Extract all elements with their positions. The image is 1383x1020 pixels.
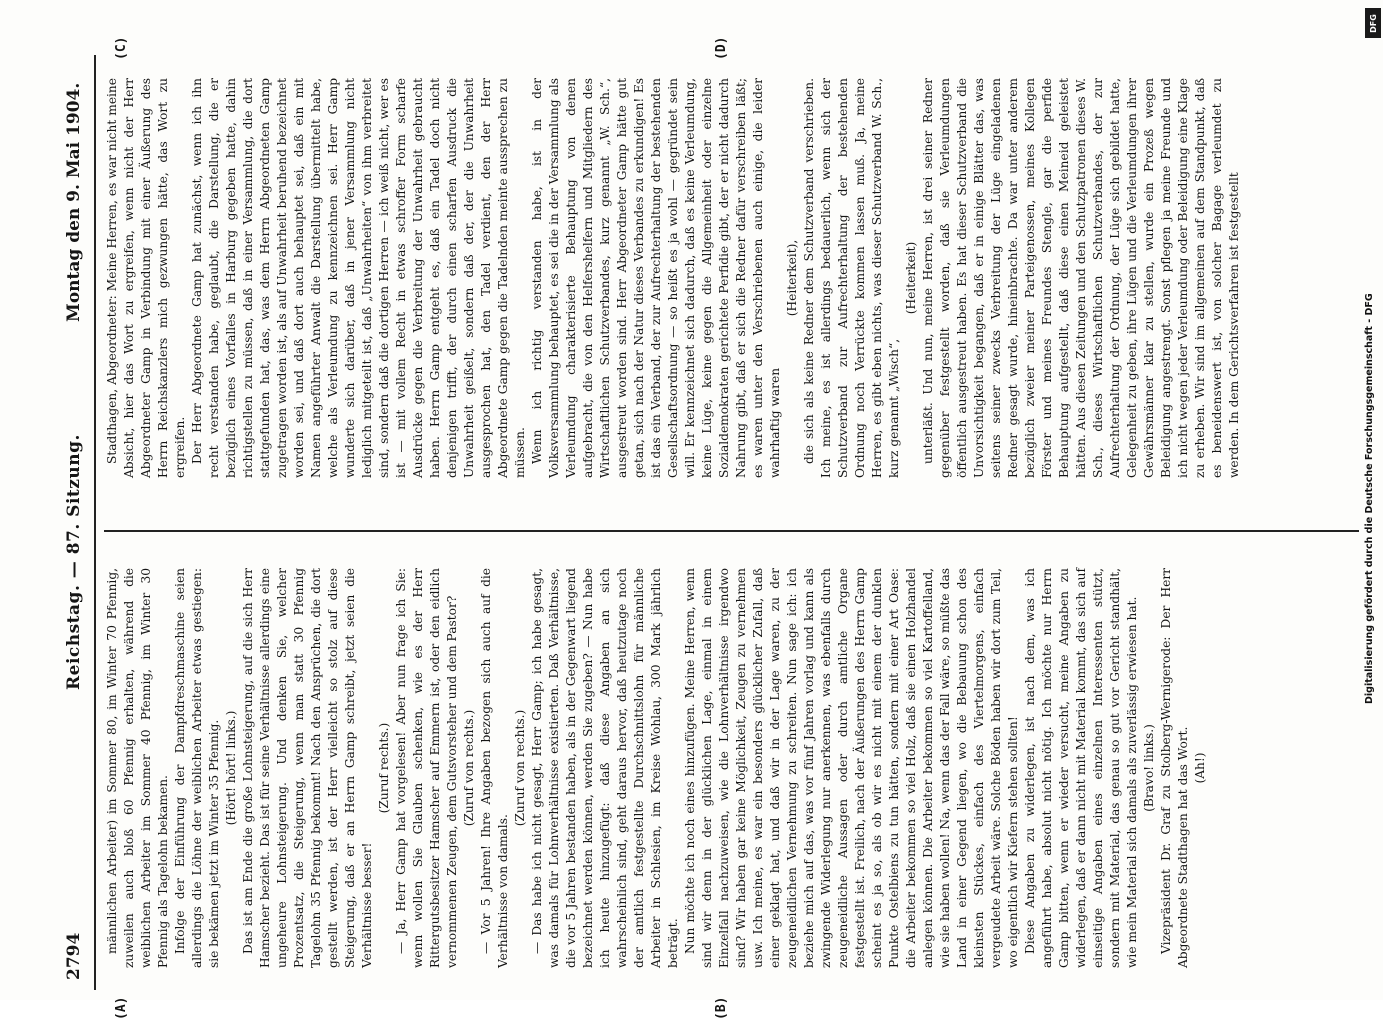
margin-marker-d: (D) bbox=[714, 36, 729, 60]
column-divider bbox=[104, 530, 1359, 532]
left-text-column bbox=[104, 568, 1349, 968]
right-column-paragraph: (Heiterkeit) bbox=[904, 241, 918, 315]
left-column-paragraph: (Ah!) bbox=[1193, 752, 1207, 784]
right-column-paragraph: (Heiterkeit), bbox=[785, 239, 799, 317]
left-column-paragraph: (Bravo! links.) bbox=[1142, 724, 1156, 812]
margin-marker-a: (A) bbox=[114, 996, 129, 1020]
left-column-paragraph: (Zuruf rechts.) bbox=[377, 722, 391, 814]
left-column-paragraph: männlichen Arbeiter) im Sommer 80, im Winter 70 Pfennig, zuweilen auch bloß 60 Pfennig erhalten, während die weiblichen Arbeiter im Sommer 40 Pfennig, im Winter 30 Pfennig als Tagelohn bekamen. bbox=[105, 568, 170, 968]
left-column-paragraph: Das ist am Ende die große Lohnsteigerung, auf die sich Herr Hamscher bezieht. Das ist für seine Verhältnisse allerdings eine ungeheure Lohnsteigerung. Und denken Sie, welcher Prozentsatz, die Steigerung, wenn man statt 30 Pfennig Tagelohn 35 Pfennig bekommt! Nach den Ansprüchen, die dort gestellt werden, ist der Herr vielleicht so stolz auf diese Steigerung, daß er an Herrn Gamp schreibt, jetzt seien die Verhältnisse besser! bbox=[241, 568, 374, 968]
left-column-paragraph: — Das habe ich nicht gesagt, Herr Gamp; ich habe gesagt, was damals für Lohnverhältnisse existierten. Daß Verhältnisse, die vor 5 Jahren bestanden haben, als in der Gegenwart liegend bezeichnet werden können, werden Sie zugeben? — Nun habe ich heute hinzugefügt: daß diese Angaben an sich wahrscheinlich sind, geht daraus hervor, daß heutzutage noch der amtlich festgestellte Durchschnittslohn für männliche Arbeiter in Schlesien, im Kreise Wohlau, 300 Mark jährlich beträgt. bbox=[530, 568, 680, 968]
right-column-paragraph: Wenn ich richtig verstanden habe, ist in der Volksversammlung behauptet, es sei die in der Versammlung als Verleumdung charakterisierte Behauptung von denen aufgebracht, die von den Helfershelfern und Mitgliedern des Wirtschaftlichen Schutzverbandes, kurz genannt „W. Sch.“, ausgestreut worden sind. Herr Abgeordneter Gamp hätte gut getan, sich nach der Natur dieses Verbandes zu erkundigen! Es ist das ein Verband, der zur Aufrechterhaltung der bestehenden Gesellschaftsordnung — so heißt es ja wohl — gegründet sein will. Er kennzeichnet sich dadurch, daß es keine Verleumdung, keine Lüge, keine gegen die Allgemeinheit oder einzelne Sozialdemokraten gerichtete Perfidie gibt, der er nicht dadurch Nahrung gibt, daß er sich die Redner dafür verschreiben läßt; es waren unter den Verschriebenen auch einige, die leider wahrhaftig waren bbox=[530, 78, 782, 478]
right-column-paragraph: unterläßt. Und nun, meine Herren, ist drei seiner Redner gegenüber festgestellt worden, daß sie Verleumdungen öffentlich ausgestreut haben. Es hat dieser Schutzverband die Unvorsichtigkeit begangen, daß er in einige Blätter das, was seitens seiner zwecks Verbreitung der Lüge eingeladenen Redner gesagt wurde, hineinbrachte. Da war unter anderem bezüglich zweier meiner Parteigenossen, meines Kollegen Förster und meines Freundes Stengle, gar die perfide Behauptung aufgestellt, daß diese einen Meineid geleistet hätten. Aus diesen Zeitungen und den Schutzpatronen dieses W. Sch., dieses Wirtschaftlichen Schutzverbandes, der zur Aufrechterhaltung der Ordnung, der Lüge sich gebildet hatte, Gelegenheit zu geben, ihre Lügen und die Verleumdungen ihrer Gewährsmänner klar zu stellen, wurde ein Prozeß wegen Beleidigung angestrengt. Sonst pflegen ja meine Freunde und ich nicht wegen jeder Verleumdung oder Beleidigung eine Klage zu erheben. Wir sind im allgemeinen auf dem Standpunkt, daß es beneidenswert ist, von solcher Bagage verleumdet zu werden. In dem Gerichtsverfahren ist festgestellt bbox=[921, 78, 1241, 478]
right-text-column bbox=[104, 78, 1349, 478]
left-column-paragraph: Diese Angaben zu widerlegen, ist nach dem, was ich angeführt habe, absolut nicht nötig. Ich möchte nur Herrn Gamp bitten, wenn er wieder versucht, meine Angaben zu widerlegen, daß er dann nicht mit Material kommt, das sich auf einseitige Angaben eines einzelnen Interessenten stützt, sondern mit Material, das genau so gut vor Gericht standhält, wie mein Material sich damals als zuverlässig erwiesen hat. bbox=[1023, 568, 1139, 968]
digitization-notice: Digitalisierung gefördert durch die Deutsche Forschungsgemeinschaft - DFG bbox=[1364, 293, 1375, 704]
session-title: Reichstag. — 87. Sitzung. bbox=[64, 434, 84, 690]
left-column-paragraph: Nun möchte ich noch eines hinzufügen. Meine Herren, wenn sind wir denn in der glücklichen Lage, einmal in einem Einzelfall nachzuweisen, wie die Lohnverhältnisse irgendwo sind? Wir haben gar keine Möglichkeit, Zeugen zu vernehmen usw. Ich meine, es war ein besonders glücklicher Zufall, daß einer geklagt hat, und daß wir in der Lage waren, zu der zeugeneidlichen Vernehmung zu schreiten. Nun sage ich: ich beziehe mich auf das, was vor fünf Jahren vorlag und kann als zwingende Widerlegung nur anerkennen, was ebenfalls durch zeugeneidliche Aussagen oder durch amtliche Organe festgestellt ist. Freilich, nach der Äußerungen des Herrn Gamp scheint es ja so, als ob wir es nicht mit einem der dunklen Punkte Ostelbiens zu tun hätten, sondern mit einer Art Oase: die Arbeiter bekommen so viel Holz, daß sie einen Holzhandel anlegen können. Die Arbeiter bekommen so viel Kartoffelland, wie sie haben wollen! Na, wenn das der Fall wäre, so müßte das Land in einer Gegend liegen, wo die Bebauung schon des kleinsten Stückes, einfach des Viertelmorgens, einfach vergeudete Arbeit wäre. Solche Böden haben wir dort zum Teil, wo eigentlich wir Kiefern stehen sollten! bbox=[683, 568, 1020, 968]
margin-marker-c: (C) bbox=[114, 36, 129, 60]
right-column-paragraph: Stadthagen, Abgeordneter: Meine Herren, es war nicht meine Absicht, hier das Wort zu ergreifen, wenn nicht der Herr Abgeordneter Gamp in Verbindung mit einer Äußerung des Herrn Reichskanzlers mich gezwungen hätte, das Wort zu ergreifen. bbox=[105, 78, 187, 478]
left-column-paragraph: — Vor 5 Jahren! Ihre Angaben bezogen sich auch auf die Verhältnisse von damals. bbox=[479, 568, 510, 968]
margin-marker-b: (B) bbox=[714, 996, 729, 1020]
left-column-paragraph: — Ja, Herr Gamp hat vorgelesen! Aber nun frage ich Sie: wenn wollen Sie Glauben schenken, wie es der Herr Rittergutsbesitzer Hamscher auf Emmern ist, oder den eidlich vernommenen Zeugen, dem Gutsvorsteher und dem Pastor? bbox=[394, 568, 459, 968]
rotated-newspaper-sheet bbox=[54, 36, 1364, 1020]
right-column-paragraph: Der Herr Abgeordnete Gamp hat zunächst, wenn ich ihn recht verstanden habe, geglaubt, die Darstellung, die er bezüglich eines Vorfalles in Harburg gegeben hatte, dahin richtigstellen zu müssen, daß in einer Versammlung, die dort stattgefunden hat, das, was dem Herrn Abgeordneten Gamp zugetragen worden ist, als auf Unwahrheit beruhend bezeichnet worden sei, und daß dort auch behauptet sei, daß ein mit Namen angeführter Anwalt die Darstellung übermittelt habe, welche als Verleumdung zu kennzeichnen sei. Herr Gamp wunderte sich darüber, daß in jener Versammlung nicht lediglich mitgeteilt ist, daß „Unwahrheiten“ von ihm verbreitet sind, sondern daß die dortigen Herren — ich weiß nicht, wer es ist — mit vollem Recht in etwas schroffer Form scharfe Ausdrücke gegen die Verbreitung der Unwahrheit gebraucht haben. Herrn Gamp entgeht es, daß ein Tadel doch nicht denjenigen trifft, der durch einen scharfen Ausdruck die Unwahrheit geißelt, sondern daß der, der die Unwahrheit ausgesprochen hat, den Tadel verdient, den der Herr Abgeordnete Gamp gegen die Tadelnden meinte aussprechen zu müssen. bbox=[190, 78, 527, 478]
dfg-logo: DFG bbox=[1365, 8, 1381, 38]
page-header bbox=[64, 55, 94, 990]
left-column-paragraph: (Hört! hört! links.) bbox=[224, 710, 238, 826]
header-rule bbox=[94, 55, 96, 990]
right-column-paragraph: die sich als keine Redner dem Schutzverband verschrieben. Ich meine, es ist allerdings bedauerlich, wenn sich der Schutzverband zur Aufrechterhaltung der bestehenden Ordnung noch Verrückte kommen lassen muß. Ja, meine Herren, es gibt eben nichts, was dieser Schutzverband W. Sch., kurz genannt „Wisch“, bbox=[802, 78, 901, 478]
left-column-paragraph: (Zuruf von rechts.) bbox=[462, 709, 476, 827]
left-column-paragraph: Vizepräsident Dr. Graf zu Stolberg-Wernigerode: Der Herr Abgeordnete Stadthagen hat das Wort. bbox=[1159, 568, 1190, 968]
left-column-paragraph: (Zuruf von rechts.) bbox=[513, 709, 527, 827]
left-column-paragraph: Infolge der Einführung der Dampfdreschmaschine seien allerdings die Löhne der weiblichen Arbeiter etwas gestiegen: sie bekämen jetzt im Winter 35 Pfennig. bbox=[173, 568, 221, 968]
page-number: 2794 bbox=[64, 932, 84, 980]
session-date: Montag den 9. Mai 1904. bbox=[64, 82, 84, 322]
